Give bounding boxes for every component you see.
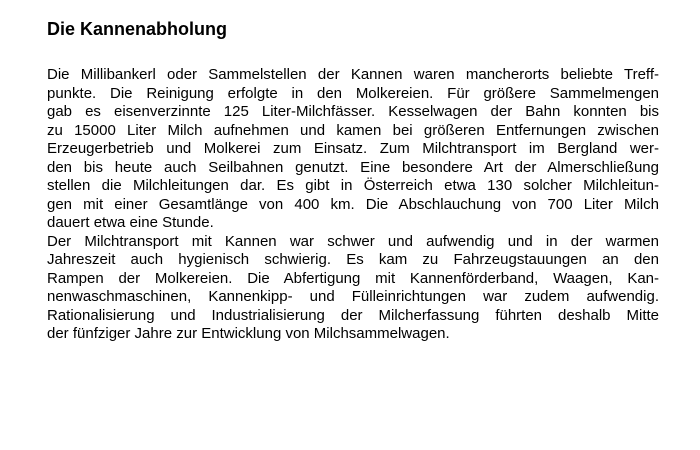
paragraph-1 (47, 66, 659, 233)
paragraph-1-line: stellen die Milchleitungen dar. Es gibt in Österreich etwa 130 solcher Milchleitun- (47, 177, 659, 194)
paragraph-1-line: Erzeugerbetrieb und Molkerei zum Einsatz. Zum Milchtransport im Bergland wer- (47, 140, 659, 157)
document-title: Die Kannenabholung (47, 19, 227, 39)
paragraph-1-line: zu 15000 Liter Milch aufnehmen und kamen bei größeren Entfernungen zwischen (47, 121, 659, 139)
paragraph-1-line: den bis heute auch Seilbahnen genutzt. Eine besondere Art der Almerschließung (47, 158, 659, 176)
paragraph-1-line: punkte. Die Reinigung erfolgte in den Molkereien. Für größere Sammelmengen (47, 84, 659, 102)
paragraph-2-line: Der Milchtransport mit Kannen war schwer und aufwendig und in der warmen (47, 232, 659, 250)
paragraph-1-line: gen mit einer Gesamtlänge von 400 km. Die Abschlauchung von 700 Liter Milch (47, 195, 659, 213)
paragraph-2-line: nenwaschmaschinen, Kannenkipp- und Fülleinrichtungen war zudem aufwendig. (47, 288, 659, 305)
paragraph-2 (47, 233, 659, 344)
paragraph-2-line: der fünfziger Jahre zur Entwicklung von Milchsammelwagen. (47, 325, 450, 342)
paragraph-2-line: Jahreszeit auch hygienisch schwierig. Es kam zu Fahrzeugstauungen an den (47, 251, 659, 268)
paragraph-2-line: Rampen der Molkereien. Die Abfertigung mit Kannenförderband, Waagen, Kan- (47, 269, 659, 287)
document-page (47, 17, 659, 344)
paragraph-1-line: Die Millibankerl oder Sammelstellen der Kannen waren mancherorts beliebte Treff- (47, 66, 659, 83)
paragraph-2-line: Rationalisierung und Industrialisierung der Milcherfassung führten deshalb Mitte (47, 306, 659, 324)
paragraph-1-line: gab es eisenverzinnte 125 Liter-Milchfässer. Kesselwagen der Bahn konnten bis (47, 103, 659, 120)
paragraph-1-line: dauert etwa eine Stunde. (47, 214, 214, 231)
